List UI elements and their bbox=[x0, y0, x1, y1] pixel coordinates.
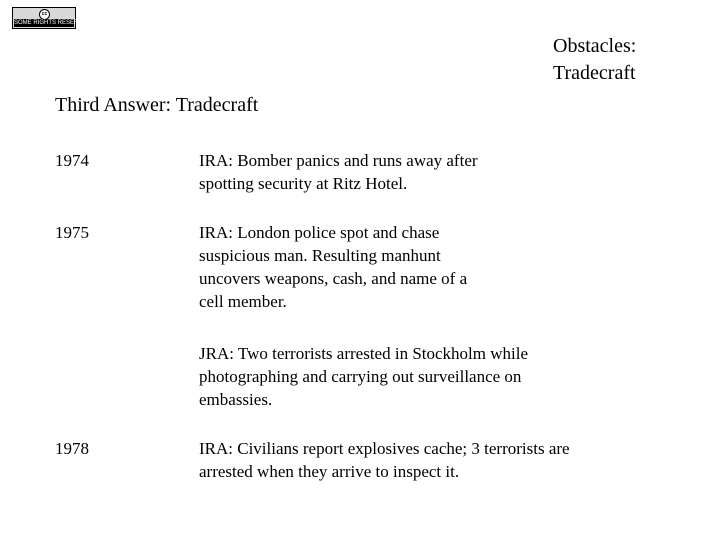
entry-line: IRA: Civilians report explosives cache; 3 terrorists are bbox=[199, 439, 570, 458]
entry-text bbox=[199, 149, 478, 195]
slide-title-line-1: Obstacles: bbox=[553, 35, 637, 57]
cc-badge-text: SOME RIGHTS RESERVED bbox=[14, 20, 91, 26]
entry-line: JRA: Two terrorists arrested in Stockholm while bbox=[199, 344, 529, 363]
entry-line: suspicious man. Resulting manhunt bbox=[199, 246, 441, 265]
cc-logo-icon: cc bbox=[39, 9, 50, 20]
entry-year: 1974 bbox=[55, 151, 89, 170]
entry-line: photographing and carrying out surveillance on bbox=[199, 367, 522, 386]
slide-title-line-2: Tradecraft bbox=[553, 62, 636, 84]
slide-title bbox=[553, 33, 636, 87]
entry-text bbox=[199, 437, 570, 483]
entry-year: 1978 bbox=[55, 439, 89, 458]
creative-commons-badge[interactable] bbox=[12, 7, 91, 29]
entry-line: spotting security at Ritz Hotel. bbox=[199, 174, 408, 193]
entry-line: IRA: London police spot and chase bbox=[199, 223, 440, 242]
entry-text bbox=[199, 221, 467, 313]
section-heading: Third Answer: Tradecraft bbox=[55, 94, 259, 116]
entry-text bbox=[199, 342, 528, 411]
entry-year: 1975 bbox=[55, 223, 89, 242]
entry-line: embassies. bbox=[199, 390, 273, 409]
entry-line: uncovers weapons, cash, and name of a bbox=[199, 269, 468, 288]
entry-line: IRA: Bomber panics and runs away after bbox=[199, 151, 478, 170]
entry-line: cell member. bbox=[199, 292, 287, 311]
entry-line: arrested when they arrive to inspect it. bbox=[199, 462, 460, 481]
